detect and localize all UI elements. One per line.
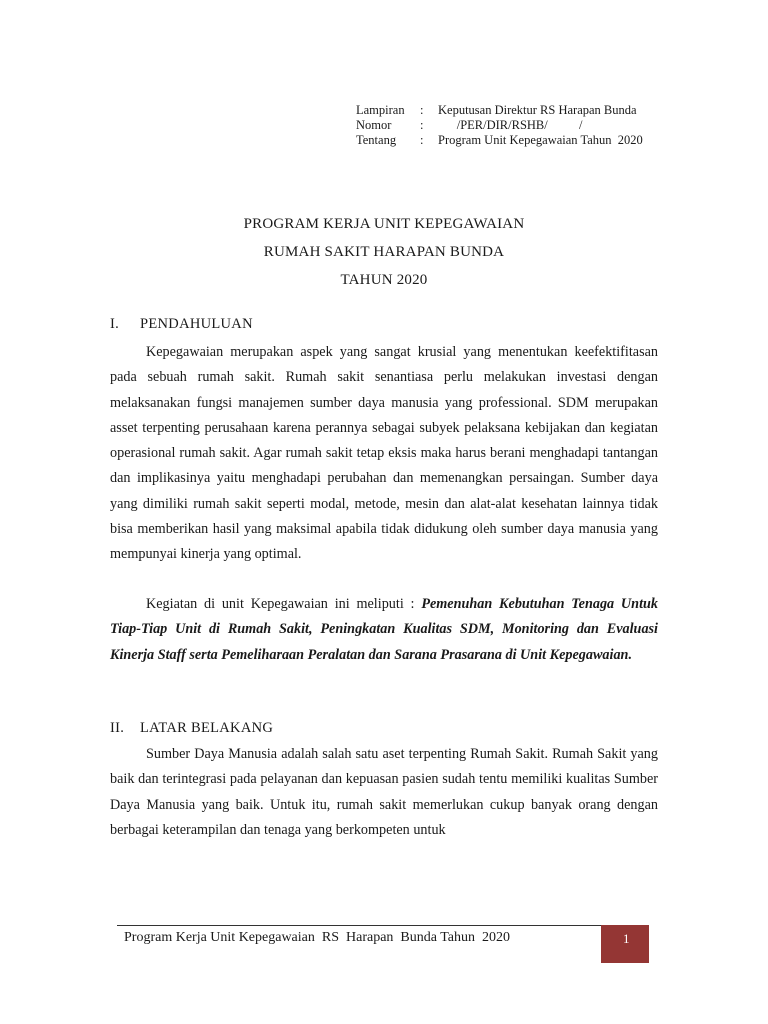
page-number: 1 — [601, 925, 649, 963]
section-heading-pendahuluan — [110, 316, 253, 333]
section-number: I. — [110, 316, 120, 332]
header-key: Lampiran — [356, 103, 405, 117]
footer-text: Program Kerja Unit Kepegawaian RS Harapan Bunda Tahun 2020 — [124, 930, 510, 945]
section-heading-latar-belakang — [110, 720, 273, 737]
header-value: Program Unit Kepegawaian Tahun 2020 — [438, 133, 643, 147]
paragraph-latar-belakang-1: Sumber Daya Manusia adalah salah satu aset terpenting Rumah Sakit. Rumah Sakit yang baik dan terintegrasi pada pelayanan dan kepuasan pasien sudah tentu memiliki kualitas Sumber Daya Manusia yang baik. Untuk itu, rumah sakit memerlukan cukup banyak orang dengan berbagai keterampilan dan tenaga yang berkompeten untuk — [110, 746, 658, 838]
header-row-lampiran — [356, 103, 643, 118]
document-title — [0, 210, 768, 294]
title-line-3: TAHUN 2020 — [340, 272, 428, 288]
section-title: LATAR BELAKANG — [140, 720, 274, 736]
header-row-tentang — [356, 133, 643, 148]
paragraph-bold-italic: Pemenuhan Kebutuhan Tenaga Untuk Tiap-Tiap Unit di Rumah Sakit, Peningkatan Kualitas SDM, Monitoring dan Evaluasi Kinerja Staff serta Pemeliharaan Peralatan dan Sarana Prasarana di Unit Kepegawaian. — [110, 596, 658, 663]
header-value: /PER/DIR/RSHB/ / — [438, 118, 583, 132]
footer-divider — [117, 925, 647, 926]
header-key: Tentang — [356, 133, 397, 147]
header-sep: : — [420, 118, 424, 132]
header-sep: : — [420, 103, 424, 117]
section-number: II. — [110, 720, 125, 736]
paragraph-pendahuluan-1: Kepegawaian merupakan aspek yang sangat krusial yang menentukan keefektifitasan pada sebuah rumah sakit. Rumah sakit senantiasa perlu melakukan investasi dengan melaksanakan fungsi manajemen sumber daya manusia yang professional. SDM merupakan asset terpenting perusahaan karena perannya sebagai subyek pelaksana kebijakan dan kegiatan operasional rumah sakit. Agar rumah sakit tetap eksis maka harus berani menghadapi tantangan dan implikasinya yaitu menghadapi perubahan dan memenangkan persaingan. Sumber daya yang dimiliki rumah sakit seperti modal, metode, mesin dan alat-alat kesehatan lainnya tidak bisa memberikan hasil yang maksimal apabila tidak didukung oleh sumber daya manusia yang mempunyai kinerja yang optimal. — [110, 344, 658, 563]
header-sep: : — [420, 133, 424, 147]
title-line-1: PROGRAM KERJA UNIT KEPEGAWAIAN — [243, 216, 525, 232]
header-key: Nomor — [356, 118, 392, 132]
title-line-2: RUMAH SAKIT HARAPAN BUNDA — [263, 244, 505, 260]
header-value: Keputusan Direktur RS Harapan Bunda — [438, 103, 637, 117]
section-title: PENDAHULUAN — [140, 316, 253, 332]
paragraph-lead: Kegiatan di unit Kepegawaian ini meliputi : — [146, 596, 422, 612]
paragraph-pendahuluan-2 — [110, 592, 658, 668]
document-header — [356, 103, 643, 148]
header-row-nomor — [356, 118, 643, 133]
